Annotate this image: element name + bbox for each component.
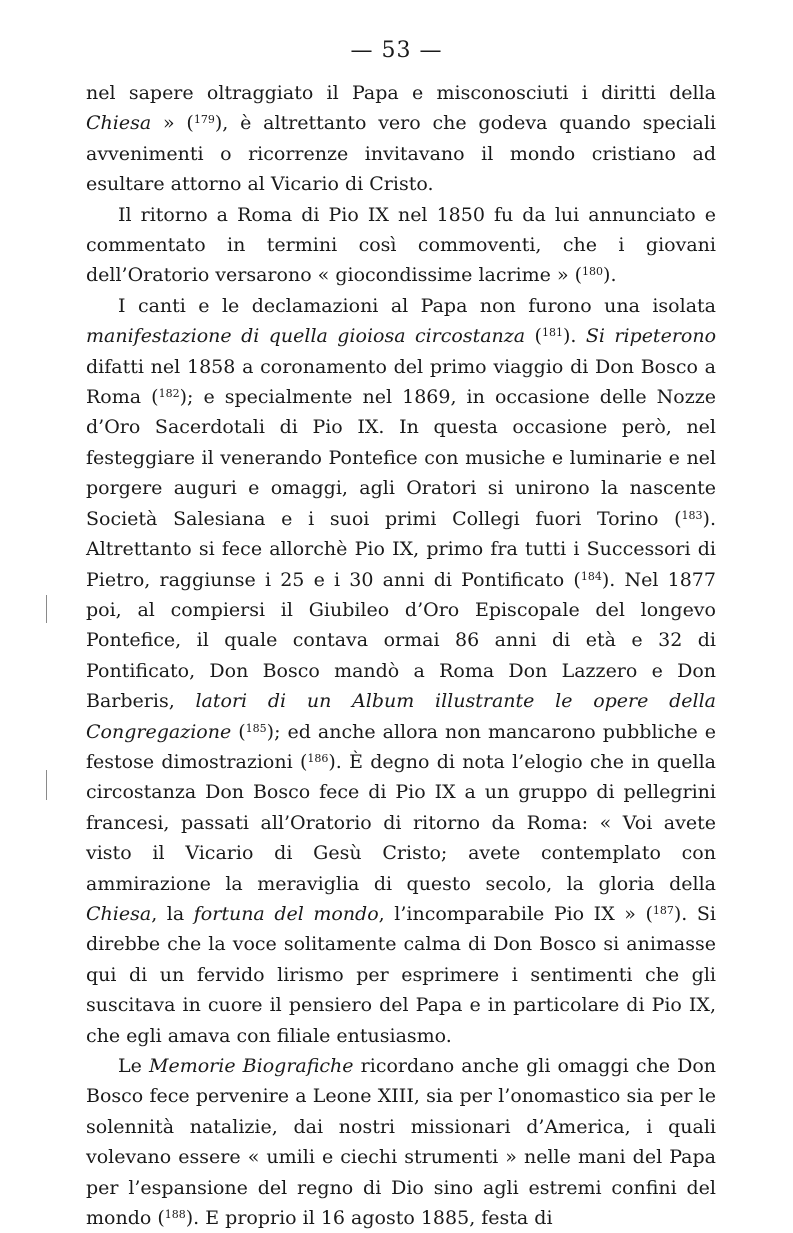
text-run: » ( bbox=[151, 112, 194, 135]
text-run: ). Nel 1877 poi, al compiersi il Giubileo d’Oro Episcopale del longevo Pontefice, il quale contava ormai 86 anni di età e 32 di Pontificato, Don Bosco mandò a Roma Don Lazzero e Don Barberis, bbox=[86, 568, 716, 713]
paragraph-1 bbox=[86, 78, 716, 200]
text-run: ). E proprio il 16 agosto 1885, festa di bbox=[185, 1207, 553, 1230]
text-run: , l’incomparabile Pio IX » ( bbox=[378, 902, 653, 925]
footnote-ref: 186 bbox=[307, 751, 329, 765]
paragraph-4 bbox=[86, 1051, 716, 1233]
italic-text: Chiesa bbox=[86, 902, 152, 925]
footnote-ref: 184 bbox=[580, 569, 602, 583]
text-run: ). bbox=[562, 325, 586, 348]
margin-mark bbox=[46, 770, 47, 800]
text-run: ). È degno di nota l’elogio che in quella circostanza Don Bosco fece di Pio IX a un gruppo di pellegrini francesi, passati all’Oratorio di ritorno da Roma: « Voi avete visto il Vicario di Gesù Cristo; avete contemplato con ammirazione la meraviglia di questo secolo, la gloria della bbox=[86, 750, 716, 895]
footnote-ref: 182 bbox=[158, 387, 180, 401]
text-run: ( bbox=[231, 720, 246, 743]
footnote-ref: 188 bbox=[164, 1208, 186, 1222]
italic-text: fortuna del mondo bbox=[193, 902, 379, 925]
text-run: ); e specialmente nel 1869, in occasione delle Nozze d’Oro Sacerdotali di Pio IX. In questa occasione però, nel festeggiare il venerando Pontefice con musiche e luminarie e nel porgere auguri e omaggi, agli Oratori si unirono la nascente Società Salesiana e i suoi primi Collegi fuori Torino ( bbox=[86, 386, 716, 530]
italic-text: manifestazione di quella gioiosa circostanza bbox=[86, 325, 526, 348]
italic-text: latori di un Album illustrante le opere della Congregazione bbox=[86, 690, 716, 743]
text-run: Le bbox=[118, 1055, 149, 1077]
text-run: ). Si direbbe che la voce solitamente calma di Don Bosco si animasse qui di un fervido lirismo per esprimere i sentimenti che gli suscitava in cuore il pensiero del Papa e in particolare di Pio IX, che egli amava con filiale entusiasmo. bbox=[86, 902, 716, 1047]
paragraph-2 bbox=[86, 200, 716, 291]
italic-text: Chiesa bbox=[86, 112, 152, 135]
text-run: ). bbox=[603, 264, 617, 287]
footnote-ref: 183 bbox=[681, 508, 703, 522]
footnote-ref: 185 bbox=[245, 721, 267, 735]
paragraph-3 bbox=[86, 291, 716, 1051]
text-run: ), è altrettanto vero che godeva quando speciali avvenimenti o ricorrenze invitavano il mondo cristiano ad esultare attorno al Vicario di Cristo. bbox=[86, 112, 716, 196]
text-run: Il ritorno a Roma di Pio IX nel 1850 fu da lui annunciato e commentato in termini così commoventi, che i giovani dell’Oratorio versarono « giocondissime lacrime » ( bbox=[86, 203, 716, 287]
text-run: I canti e le declamazioni al Papa non furono una isolata bbox=[118, 294, 716, 317]
text-run: difatti nel 1858 a coronamento del primo viaggio di Don Bosco a Roma ( bbox=[86, 355, 716, 409]
text-run: ( bbox=[525, 325, 542, 348]
italic-text: Memorie Biografiche bbox=[149, 1055, 354, 1077]
footnote-ref: 181 bbox=[541, 326, 563, 340]
text-run: ricordano anche gli omaggi che Don Bosco fece pervenire a Leone XIII, sia per l’onomastico sia per le solennità natalizie, dai nostri missionari d’America, i quali volevano essere « umili e ciechi strumenti » nelle mani del Papa per l’espansione del regno di Dio sino agli estremi confini del mondo ( bbox=[86, 1055, 716, 1230]
text-run: ); ed anche allora non mancarono pubbliche e festose dimostrazioni ( bbox=[86, 720, 717, 773]
text-run: ). Altrettanto si fece allorchè Pio IX, primo fra tutti i Successori di Pietro, raggiunse i 25 e i 30 anni di Pontificato ( bbox=[86, 507, 716, 591]
body-text bbox=[86, 78, 716, 1233]
italic-text: Si ripeterono bbox=[585, 325, 717, 348]
page-number: — 53 — bbox=[350, 38, 443, 63]
text-run: nel sapere oltraggiato il Papa e misconosciuti i diritti della bbox=[86, 82, 716, 104]
footnote-ref: 187 bbox=[652, 903, 674, 917]
text-run: , la bbox=[151, 902, 194, 925]
margin-mark bbox=[46, 595, 47, 623]
footnote-ref: 179 bbox=[193, 113, 215, 127]
footnote-ref: 180 bbox=[582, 265, 604, 279]
